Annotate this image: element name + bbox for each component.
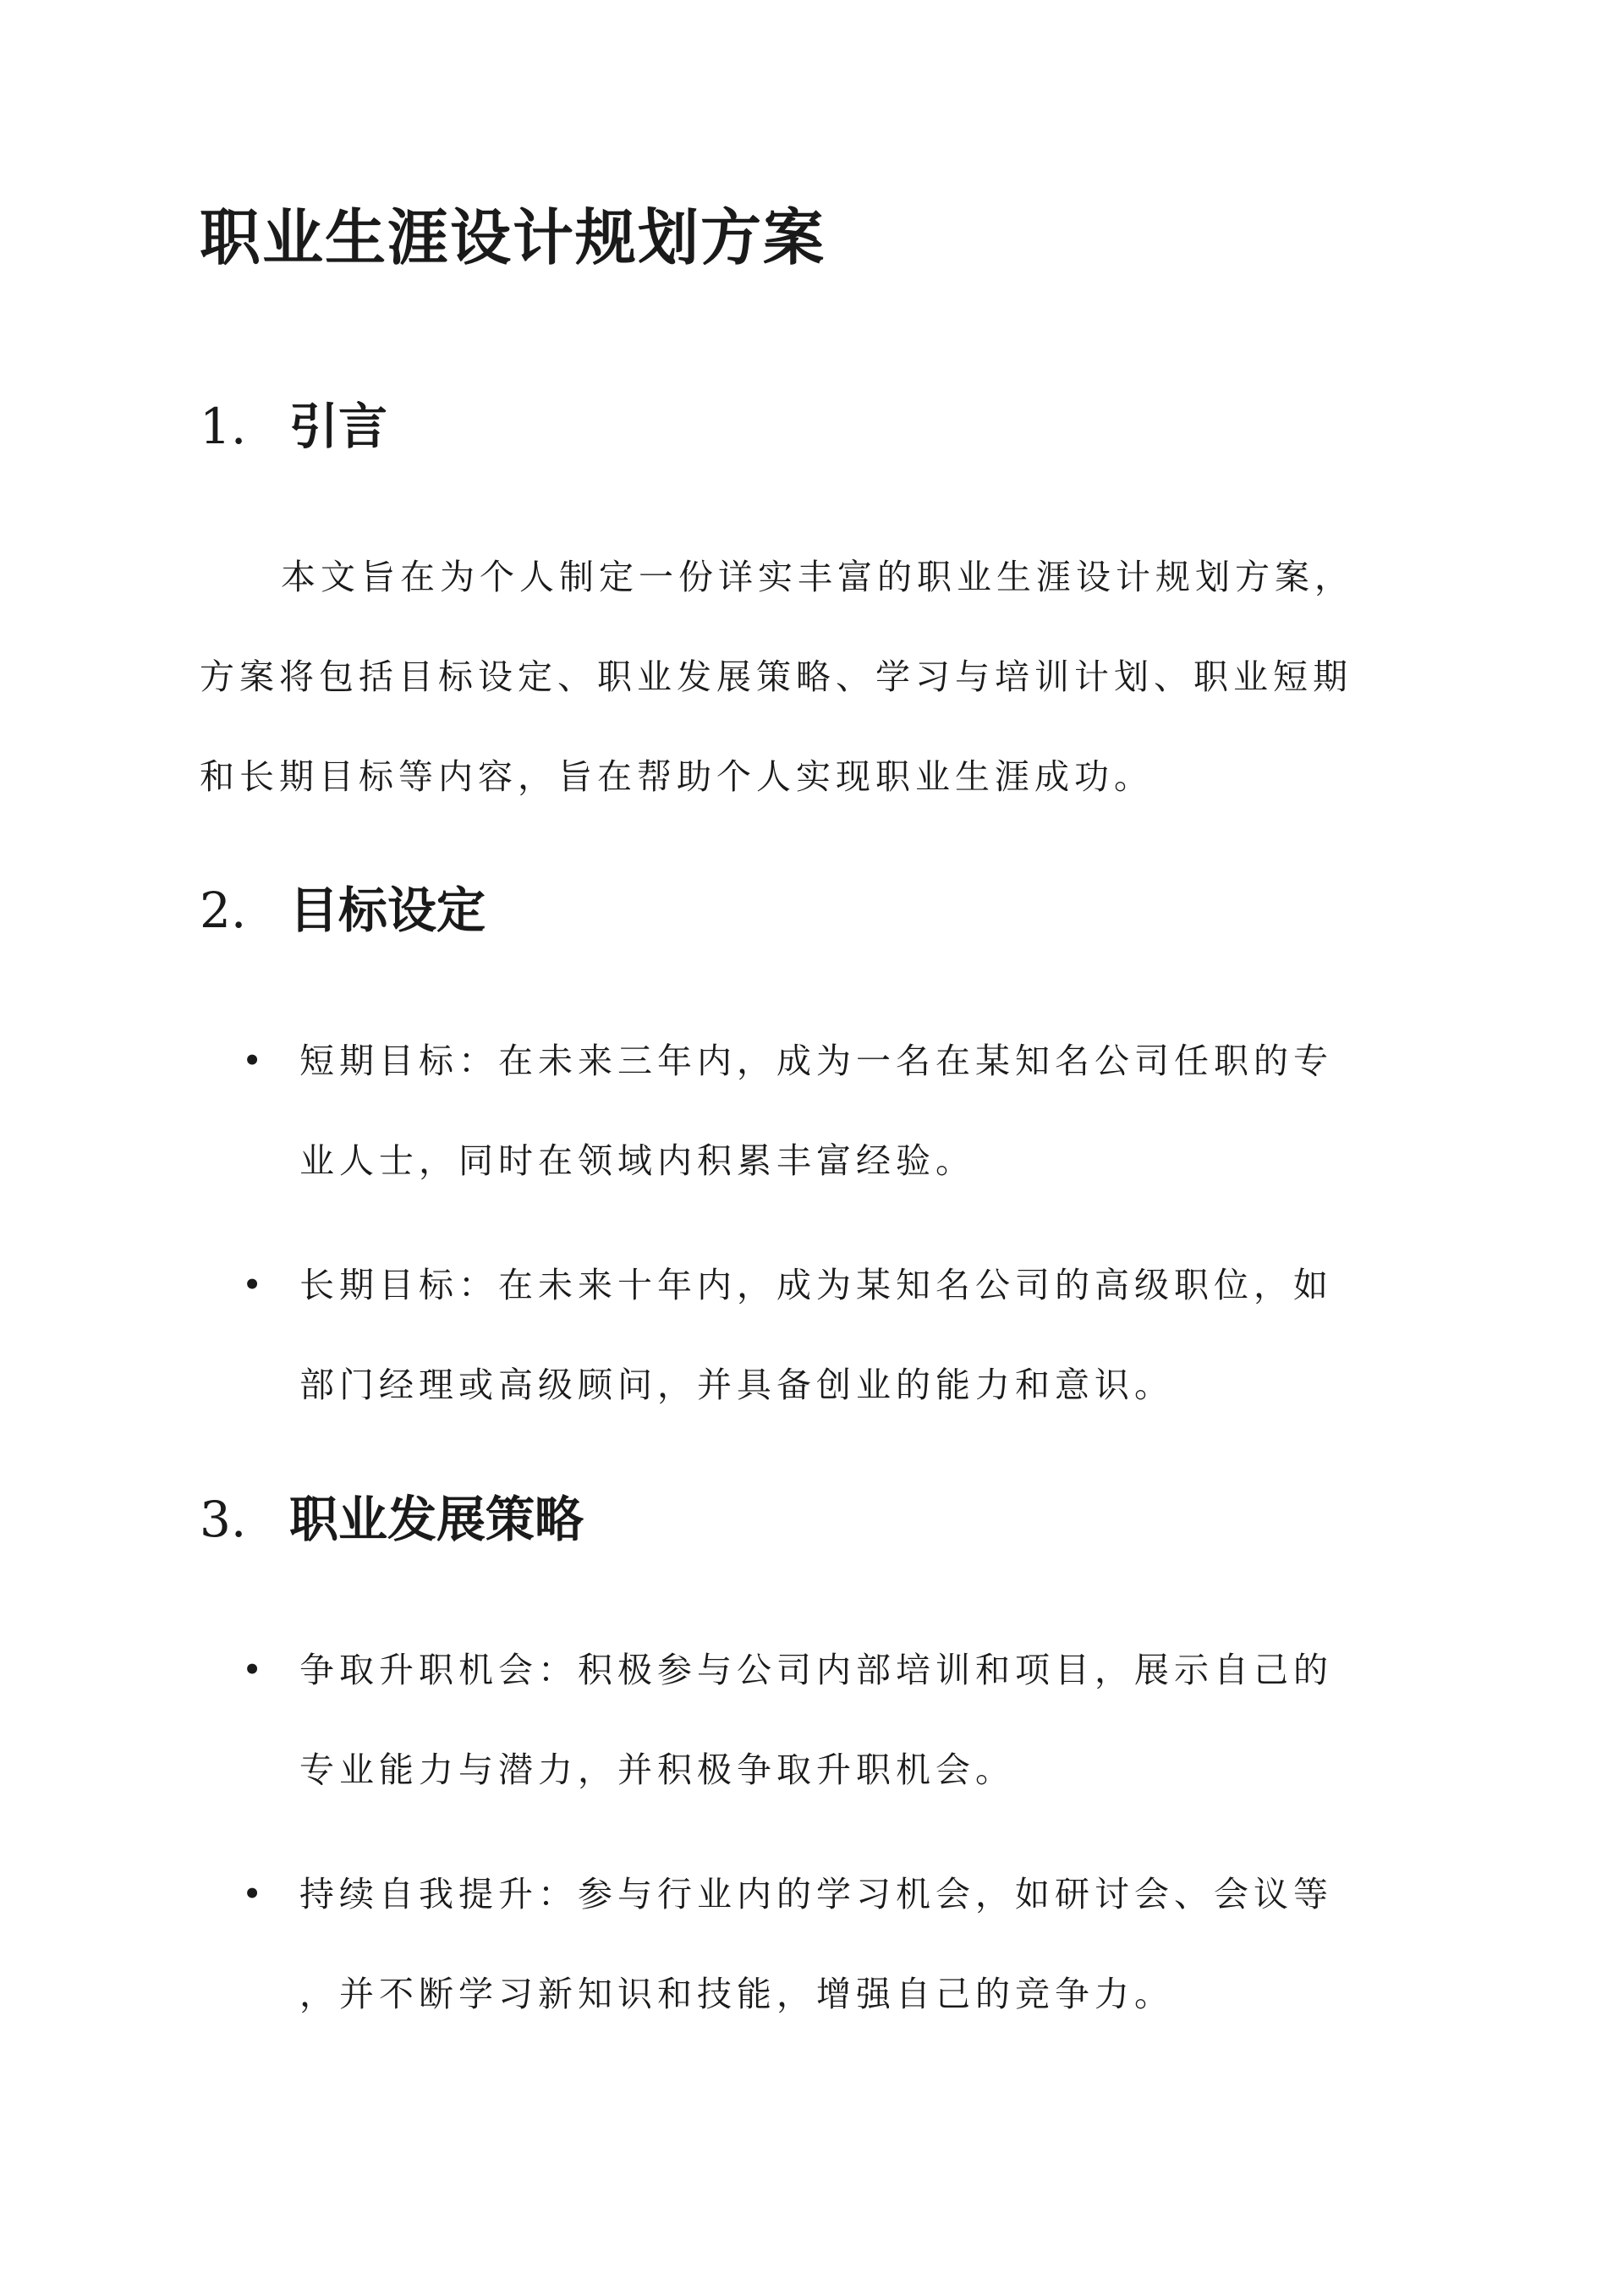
paragraph-line: 本文旨在为个人制定一份详实丰富的职业生涯设计规划方案， xyxy=(281,557,1354,597)
list-item-long-term-goal xyxy=(242,1235,1443,1435)
list-item-line: 专业能力与潜力，并积极争取升职机会。 xyxy=(299,1749,1015,1790)
section-title: 引言 xyxy=(289,398,388,455)
bullet-marker: • xyxy=(242,1650,268,1690)
list-item-line: 长期目标：在未来十年内，成为某知名公司的高级职位，如 xyxy=(299,1265,1333,1305)
bullet-marker: • xyxy=(242,1041,268,1081)
section-number: 2. xyxy=(200,882,247,939)
paragraph-line: 和长期目标等内容，旨在帮助个人实现职业生涯成功。 xyxy=(200,756,1154,797)
section-number: 1. xyxy=(200,398,247,455)
document-title: 职业生涯设计规划方案 xyxy=(200,201,826,273)
list-item-line: 持续自我提升：参与行业内的学习机会，如研讨会、会议等 xyxy=(299,1874,1333,1914)
bullet-marker: • xyxy=(242,1874,268,1914)
list-item-line: 争取升职机会：积极参与公司内部培训和项目，展示自己的 xyxy=(299,1650,1333,1690)
section-number: 3. xyxy=(200,1491,247,1548)
list-item-line: ，并不断学习新知识和技能，增强自己的竞争力。 xyxy=(299,1974,1174,2014)
section-heading-introduction xyxy=(200,396,387,457)
list-item-line: 部门经理或高级顾问，并具备创业的能力和意识。 xyxy=(299,1365,1174,1405)
intro-paragraph xyxy=(200,527,1435,827)
section-title: 目标设定 xyxy=(289,882,486,939)
section-heading-goal-setting xyxy=(200,880,486,941)
bullet-marker: • xyxy=(242,1265,268,1305)
paragraph-line: 方案将包括目标设定、职业发展策略、学习与培训计划、职业短期 xyxy=(200,656,1352,697)
list-item-line: 短期目标：在未来三年内，成为一名在某知名公司任职的专 xyxy=(299,1041,1333,1081)
list-item-short-term-goal xyxy=(242,1011,1443,1211)
section-title: 职业发展策略 xyxy=(289,1491,584,1548)
list-item-promotion xyxy=(242,1620,1443,1820)
list-item-line: 业人士，同时在领域内积累丰富经验。 xyxy=(299,1140,975,1181)
list-item-self-improvement xyxy=(242,1844,1443,2044)
section-heading-career-strategy xyxy=(200,1489,584,1550)
